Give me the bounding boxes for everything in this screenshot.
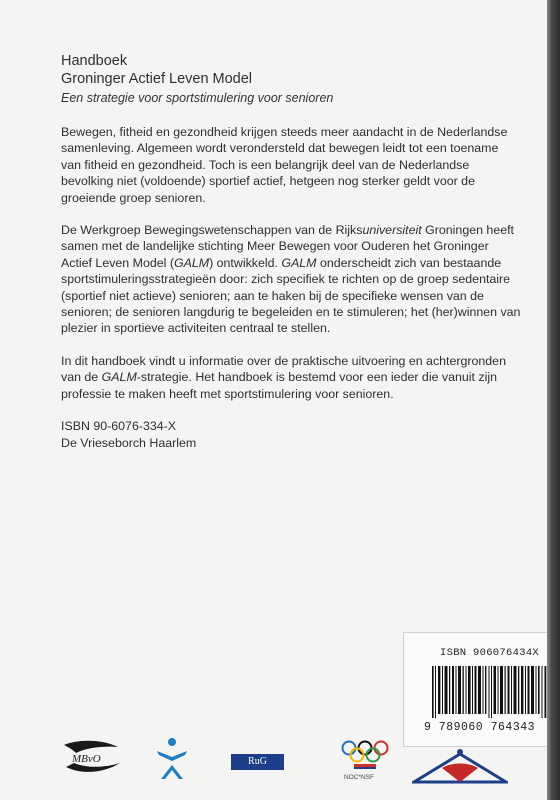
p3-text-a: In dit handboek vindt u informatie over de praktische uitvoering en achtergronden van de xyxy=(61,353,506,385)
title-handboek: Handboek xyxy=(61,53,128,69)
p2-text-a: De Werkgroep Bewegingswetenschappen van de Rijks xyxy=(61,223,363,238)
p2-text-c: ) ontwikkeld. xyxy=(209,255,282,270)
p2-italic-b: GALM xyxy=(173,255,210,270)
p2-italic-c: GALM xyxy=(281,255,317,270)
barcode-isbn-label: ISBN 906076434X xyxy=(440,647,540,659)
mbvo-logo xyxy=(58,737,124,777)
subtitle: Een strategie voor sportstimulering voor senioren xyxy=(61,91,334,105)
blurb-text xyxy=(61,124,521,451)
p3-text-b: -strategie. Het handboek is bestemd voor een ieder die vanuit zijn professie te maken heeft met sportstimulering voor senioren. xyxy=(61,370,498,401)
rug-logo: RuG xyxy=(231,754,284,770)
title-model-name: Groninger Actief Leven Model xyxy=(61,71,253,87)
publisher-text: De Vrieseborch Haarlem xyxy=(61,435,197,450)
paragraph-intro: Bewegen, fitheid en gezondheid krijgen steeds meer aandacht in de Nederlandse samenleving. Algemeen wordt verondersteld dat bewegen leidt tot een toename van fitheid en gezondheid. Toch is een belangrijk deel van de Nederlandse bevolking niet (voldoende) sportief actief, hetgeen nog sterker geldt voor de groeiende groep senioren. xyxy=(61,125,508,205)
p2-italic-a: universiteit xyxy=(362,223,422,238)
p2-text-b: Groningen heeft samen met de landelijke stichting Meer Bewegen voor Ouderen het Groninger Actief Leven Model ( xyxy=(61,223,514,270)
publication-info xyxy=(61,418,521,451)
title-block xyxy=(61,52,501,107)
noc-nsf-label: NOC*NSF xyxy=(344,774,374,781)
p2-text-d: onderscheidt zich van bestaande sportstimuleringsstrategieën door: zich specifiek te richten op de groep sedentaire (sportief niet actieve) senioren; aan te haken bij de specifieke wensen van de senioren; de senioren langdurig te begeleiden en te stimuleren; het (her)winnen van plezier in sportieve activiteiten centraal te stellen. xyxy=(61,255,521,336)
book-spine-edge xyxy=(547,0,560,800)
olympic-rings-icon xyxy=(340,739,390,773)
barcode-bars xyxy=(432,666,548,718)
senior-sport-figure-logo xyxy=(155,737,189,781)
barcode-digits: 9 789060 764343 xyxy=(424,721,536,734)
paragraph-galm xyxy=(61,222,521,337)
barcode-sticker xyxy=(403,632,547,747)
paragraph-handbook xyxy=(61,353,521,402)
triangle-sport-logo xyxy=(412,748,508,784)
isbn-text: ISBN 90-6076-334-X xyxy=(61,419,177,434)
mbvo-logo-text: MBvO xyxy=(72,753,101,765)
p3-italic-a: GALM xyxy=(101,370,137,385)
